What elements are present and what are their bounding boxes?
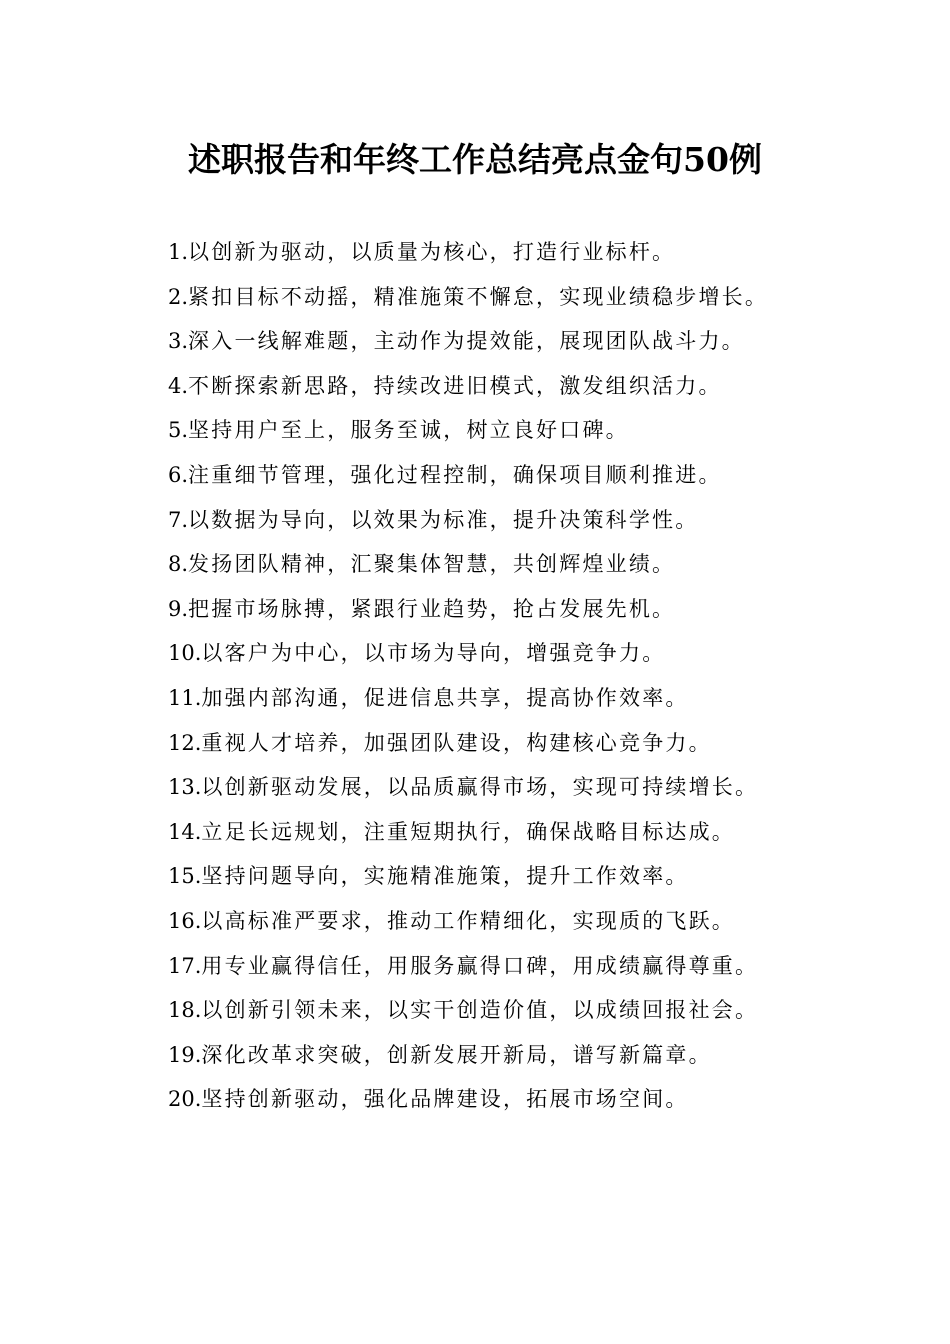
list-item [168,319,868,364]
list-item-number: 13. [168,775,202,800]
document-title: 述职报告和年终工作总结亮点金句50例 [188,140,762,179]
list-item [168,988,868,1033]
list-item-text: 以高标准严要求，推动工作精细化，实现质的飞跃。 [201,908,736,933]
list-item [168,587,868,632]
list-item [168,1033,868,1078]
list-item-number: 20. [168,1087,202,1112]
list-item-number: 1. [168,240,189,264]
list-item-number: 11. [168,685,202,710]
list-item-text: 坚持问题导向，实施精准施策，提升工作效率。 [201,864,689,889]
list-item-number: 12. [168,730,202,755]
list-item [168,854,868,899]
list-item-text: 深入一线解难题，主动作为提效能，展现团队战斗力。 [188,329,745,354]
list-item [168,631,868,676]
list-item [168,542,868,587]
list-item-text: 坚持创新驱动，强化品牌建设，拓展市场空间。 [201,1087,689,1112]
list-item [168,765,868,810]
list-item-text: 加强内部沟通，促进信息共享，提高协作效率。 [201,685,689,710]
list-item [168,810,868,855]
list-item-text: 以数据为导向，以效果为标准，提升决策科学性。 [188,507,699,532]
list-item-number: 2. [168,284,189,309]
list-item-text: 发扬团队精神，汇聚集体智慧，共创辉煌业绩。 [188,552,676,577]
list-item-number: 6. [168,462,189,487]
list-item-number: 4. [168,373,189,398]
list-item-text: 不断探索新思路，持续改进旧模式，激发组织活力。 [188,373,722,398]
list-item-text: 重视人才培养，加强团队建设，构建核心竞争力。 [201,730,712,755]
list-item-text: 立足长远规划，注重短期执行，确保战略目标达成。 [201,819,736,844]
list-item-text: 以客户为中心，以市场为导向，增强竞争力。 [201,641,666,666]
list-item [168,676,868,721]
quote-list [168,230,868,1122]
list-item-number: 3. [168,329,189,354]
list-item-text: 坚持用户至上，服务至诚，树立良好口碑。 [188,418,629,443]
list-item [168,721,868,766]
list-item-number: 17. [168,953,202,978]
list-item-text: 紧扣目标不动摇，精准施策不懈怠，实现业绩稳步增长。 [188,284,769,309]
list-item [168,498,868,543]
list-item-number: 7. [168,507,189,532]
list-item [168,364,868,409]
list-item-number: 15. [168,864,202,889]
list-item-number: 8. [168,552,189,577]
list-item [168,944,868,989]
list-item-text: 以创新为驱动，以质量为核心，打造行业标杆。 [188,240,676,264]
list-item [168,1077,868,1122]
list-item [168,453,868,498]
list-item-number: 5. [168,418,189,443]
list-item-text: 用专业赢得信任，用服务赢得口碑，用成绩赢得尊重。 [201,953,759,978]
list-item-number: 14. [168,819,202,844]
list-item-text: 深化改革求突破，创新发展开新局，谱写新篇章。 [201,1042,712,1067]
list-item [168,408,868,453]
list-item-number: 19. [168,1042,202,1067]
list-item-text: 注重细节管理，强化过程控制，确保项目顺利推进。 [188,462,722,487]
list-item-text: 以创新引领未来，以实干创造价值，以成绩回报社会。 [201,998,759,1023]
list-item-number: 10. [168,641,202,666]
list-item-number: 9. [168,596,189,621]
list-item [168,275,868,320]
list-item-number: 18. [168,998,202,1023]
list-item [168,230,868,275]
list-item-number: 16. [168,908,202,933]
list-item-text: 以创新驱动发展，以品质赢得市场，实现可持续增长。 [201,775,759,800]
list-item-text: 把握市场脉搏，紧跟行业趋势，抢占发展先机。 [188,596,676,621]
list-item [168,899,868,944]
